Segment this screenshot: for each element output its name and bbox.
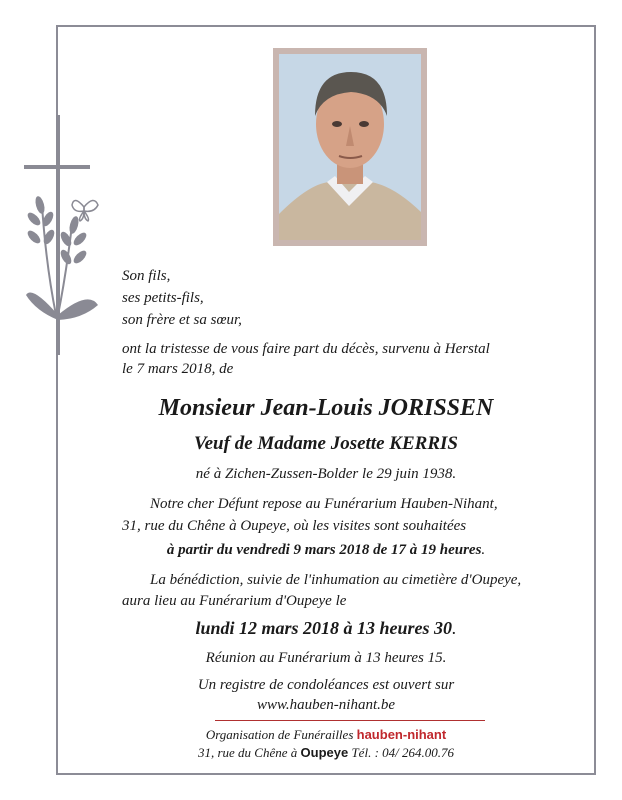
rest-place-line: Notre cher Défunt repose au Funérarium Hauben-Nihant, [150,496,498,512]
footer-org [56,726,596,743]
footer-address-city: Oupeye [300,745,349,760]
visiting-hours [56,540,596,560]
footer-address-prefix: 31, rue du Chêne à [197,745,298,760]
deceased-name: Monsieur Jean-Louis JORISSEN [158,395,494,421]
wheat-icon [26,195,98,320]
condolences-url[interactable]: www.hauben-nihant.be [256,697,396,713]
relative-line: Son fils, [122,268,171,284]
ceremony-date [56,618,596,638]
cross-wheat-emblem [22,115,102,355]
footer-address [56,744,596,761]
visiting-hours-end: . [481,542,486,558]
footer-phone: Tél. : 04/ 264.00.76 [351,745,455,760]
relative-line: ses petits-fils, [122,290,204,306]
condolences-line: Un registre de condoléances est ouvert sur [197,677,455,693]
birth-line: né à Zichen-Zussen-Bolder le 29 juin 1938. [195,466,457,482]
ceremony-date-text: lundi 12 mars 2018 à 13 heures 30 [195,618,453,638]
visiting-hours-text: à partir du vendredi 9 mars 2018 de 17 à 19 heures [166,542,482,558]
footer-divider [215,720,485,721]
ceremony-line: aura lieu au Funérarium d'Oupeye le [122,593,347,609]
rest-place-line: 31, rue du Chêne à Oupeye, où les visites sont souhaitées [122,518,467,534]
cross-horizontal [24,165,90,169]
announcement-line: ont la tristesse de vous faire part du décès, survenu à Herstal [122,341,490,357]
relative-line: son frère et sa sœur, [122,312,242,328]
portrait-image [279,54,421,240]
reunion-line: Réunion au Funérarium à 13 heures 15. [205,650,447,666]
footer-org-label: Organisation de Funérailles [205,727,354,742]
brand-logo: hauben-nihant [356,727,447,742]
announcement-line: le 7 mars 2018, de [122,361,234,377]
ceremony-line: La bénédiction, suivie de l'inhumation au cimetière d'Oupeye, [150,572,522,588]
widower-line: Veuf de Madame Josette KERRIS [194,433,458,454]
ceremony-date-end: . [452,618,457,638]
portrait-photo [273,48,427,246]
